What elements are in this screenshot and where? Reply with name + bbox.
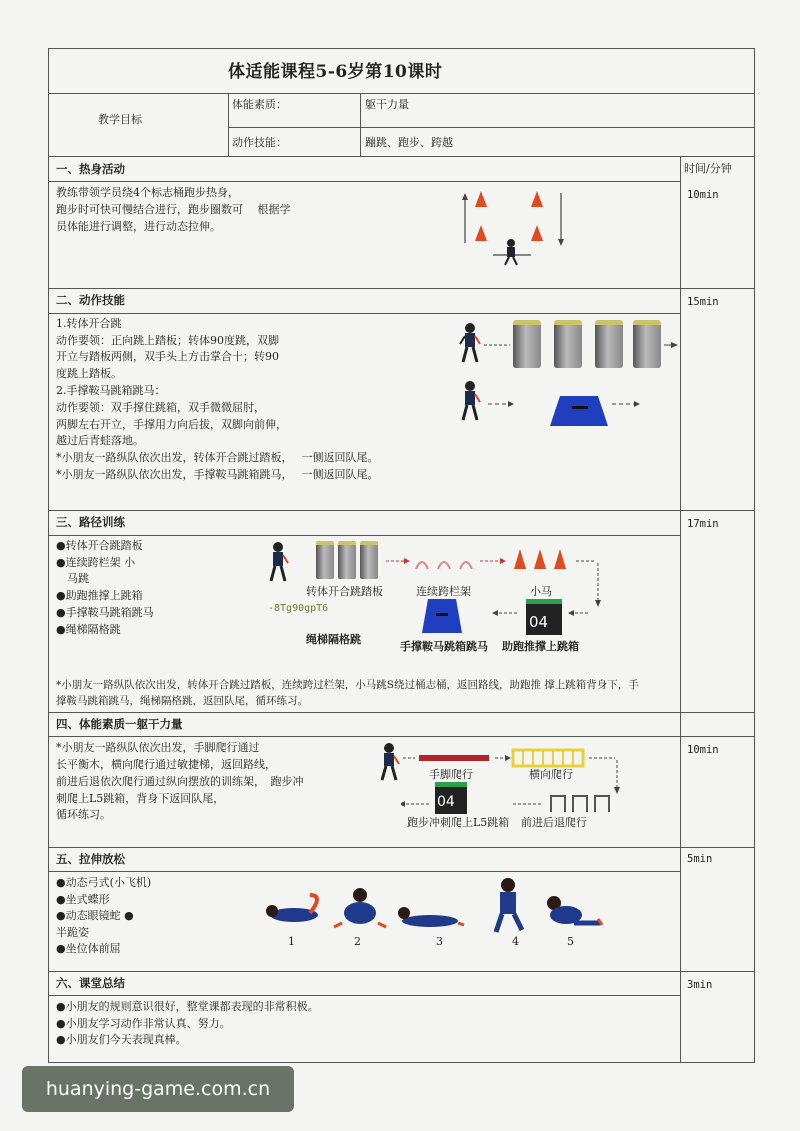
vault-box-diagram bbox=[488, 396, 648, 430]
text-line: 开立与踏板两侧，双手头上方击掌合十；转90 bbox=[56, 350, 279, 363]
arrow-icon bbox=[484, 340, 678, 350]
pose-butterfly-icon bbox=[330, 885, 390, 929]
bullet-item: ●绳梯隔格跳 bbox=[56, 623, 121, 636]
pose-kneel-icon bbox=[484, 875, 534, 935]
section-title: 六、课堂总结 bbox=[56, 976, 125, 990]
section-time: 10min bbox=[687, 189, 719, 201]
text-line: 动作要领：双手撑住跳箱，双手微微屈肘， bbox=[56, 401, 265, 414]
vault-box-icon bbox=[422, 599, 462, 635]
bullet-item: ●坐式蝶形 bbox=[56, 893, 110, 906]
rule bbox=[360, 93, 361, 156]
rule bbox=[228, 127, 755, 128]
caption: 手撑鞍马跳箱跳马 bbox=[400, 640, 488, 653]
rule bbox=[48, 156, 755, 157]
text-line: 前进后退依次爬行通过纵向摆放的训练架， 跑步冲 bbox=[56, 775, 304, 788]
section-time: 17min bbox=[687, 518, 719, 530]
path-training-diagram bbox=[262, 537, 612, 655]
page-title: 体适能课程5-6岁第10课时 bbox=[228, 62, 443, 82]
bullet-item: ●坐位体前屈 bbox=[56, 942, 121, 955]
bullet-item: ●小朋友学习动作非常认真、努力。 bbox=[56, 1017, 231, 1030]
caption: 前进后退爬行 bbox=[521, 816, 587, 829]
section-time: 3min bbox=[687, 979, 713, 991]
warmup-cones-diagram bbox=[455, 183, 575, 268]
watermark-badge: huanying-game.com.cn bbox=[22, 1066, 294, 1112]
text-line: 循环练习。 bbox=[56, 808, 111, 821]
skill-value: 蹦跳、跑步、跨越 bbox=[365, 136, 453, 149]
rule bbox=[680, 156, 681, 1063]
box-number: 04 bbox=[437, 794, 455, 810]
bullet-item: ●助跑推撑上跳箱 bbox=[56, 589, 143, 602]
section-time: 5min bbox=[687, 853, 713, 865]
rule bbox=[48, 871, 680, 872]
jump-box-icon bbox=[435, 782, 467, 814]
caption: 助跑推撑上跳箱 bbox=[502, 640, 579, 653]
rule bbox=[48, 995, 680, 996]
pose-number: 2 bbox=[354, 935, 361, 948]
section-title: 三、路径训练 bbox=[56, 515, 125, 529]
text-line: 度跳上踏板。 bbox=[56, 367, 122, 380]
bullet-item: ●小朋友的规则意识很好，整堂课都表现的非常积极。 bbox=[56, 1000, 319, 1013]
rule bbox=[48, 535, 680, 536]
text-line: 长平衡木，横向爬行通过敏捷梯，返回路线， bbox=[56, 758, 276, 771]
text-line: 1.转体开合跳 bbox=[56, 317, 122, 330]
pose-number: 5 bbox=[567, 935, 574, 948]
text-line: 教练带领学员绕4个标志桶跑步热身， bbox=[56, 186, 239, 199]
skill-diagram bbox=[458, 318, 678, 430]
fitness-value: 躯干力量 bbox=[365, 98, 409, 111]
text-line: 2.手撑鞍马跳箱跳马： bbox=[56, 384, 166, 397]
text-line: *小朋友一路纵队依次出发，转体开合跳过踏板， 一侧返回队尾。 bbox=[56, 451, 379, 464]
text-line: 两脚左右开立，手撑用力向后拔，双脚向前伸， bbox=[56, 418, 287, 431]
goal-label: 教学目标 bbox=[98, 113, 142, 126]
box-number: 04 bbox=[529, 613, 549, 631]
section-time: 15min bbox=[687, 296, 719, 308]
bullet-item: 马跳 bbox=[56, 572, 89, 585]
rule bbox=[48, 313, 680, 314]
pose-cobra-icon bbox=[394, 897, 466, 931]
child-runner-icon bbox=[458, 322, 482, 364]
caption: 跑步冲刺爬上L5跳箱 bbox=[407, 816, 510, 829]
caption: 连续跨栏架 bbox=[416, 585, 471, 598]
text-line: *小朋友一路纵队依次出发，手脚爬行通过 bbox=[56, 741, 260, 754]
caption: 手脚爬行 bbox=[429, 768, 473, 781]
pose-number: 4 bbox=[512, 935, 519, 948]
rule bbox=[48, 847, 755, 848]
caption: 小马 bbox=[530, 585, 552, 598]
child-runner-icon bbox=[377, 742, 401, 782]
rule bbox=[48, 510, 755, 511]
rule bbox=[48, 181, 680, 182]
rule bbox=[48, 93, 755, 94]
bullet-item: ●转体开合跳踏板 bbox=[56, 539, 143, 552]
bullet-item: ●手撑鞍马跳箱跳马 bbox=[56, 606, 154, 619]
mat-icon bbox=[360, 541, 378, 579]
text-line: 刺爬上L5跳箱，背身下返回队尾， bbox=[56, 792, 225, 805]
caption: 绳梯隔格跳 bbox=[306, 633, 361, 646]
bullet-item: ●动态眼镜蛇 ● bbox=[56, 909, 134, 922]
time-header: 时间/分钟 bbox=[684, 162, 732, 175]
text-line: 动作要领：正向跳上踏板；转体90度跳，双脚 bbox=[56, 334, 279, 347]
pose-number: 1 bbox=[288, 935, 295, 948]
rule bbox=[228, 93, 229, 156]
core-strength-diagram bbox=[375, 740, 630, 832]
caption: 转体开合跳踏板 bbox=[306, 585, 383, 598]
rule bbox=[48, 712, 755, 713]
mat-icon bbox=[338, 541, 356, 579]
child-runner-icon bbox=[458, 380, 482, 422]
pose-bow-icon bbox=[260, 889, 330, 929]
text-line: 员体能进行调整，进行动态拉伸。 bbox=[56, 220, 221, 233]
bullet-item: ●动态弓式(小飞机) bbox=[56, 876, 152, 889]
section-title: 一、热身活动 bbox=[56, 162, 125, 176]
section-title: 二、动作技能 bbox=[56, 293, 125, 307]
section-time: 10min bbox=[687, 744, 719, 756]
rule bbox=[48, 288, 755, 289]
jump-box-icon bbox=[526, 599, 562, 635]
text-line: 越过后青蛙落地。 bbox=[56, 434, 144, 447]
pose-sit-reach-icon bbox=[538, 889, 604, 931]
text-line: 撑鞍马跳箱跳马，绳梯隔格跳，返回队尾，循环练习。 bbox=[56, 695, 308, 707]
bullet-item: 半跪姿 bbox=[56, 926, 89, 939]
fitness-label: 体能素质： bbox=[232, 98, 287, 111]
skill-label: 动作技能： bbox=[232, 136, 287, 149]
code-label: -8Tg90gpT6 bbox=[268, 603, 329, 614]
text-line: *小朋友一路纵队依次出发，手撑鞍马跳箱跳马， 一侧返回队尾。 bbox=[56, 468, 379, 481]
rule bbox=[48, 736, 755, 737]
mat-icon bbox=[316, 541, 334, 579]
child-runner-icon bbox=[266, 541, 290, 583]
text-line: *小朋友一路纵队依次出发，转体开合跳过踏板，连续跨过栏架，小马跳S绕过桶志桶，返回路线，助跑推 撑上跳箱背身下，手 bbox=[56, 679, 639, 691]
pose-number: 3 bbox=[436, 935, 443, 948]
bullet-item: ●小朋友们今天表现真棒。 bbox=[56, 1033, 187, 1046]
rule bbox=[48, 971, 755, 972]
section-title: 五、拉伸放松 bbox=[56, 852, 125, 866]
stretch-poses-diagram bbox=[260, 875, 605, 955]
caption: 横向爬行 bbox=[529, 768, 573, 781]
section-title: 四、体能素质一躯干力量 bbox=[56, 717, 183, 731]
text-line: 跑步时可快可慢结合进行，跑步圈数可 根据学 bbox=[56, 203, 291, 216]
bullet-item: ●连续跨栏架 小 bbox=[56, 556, 136, 569]
